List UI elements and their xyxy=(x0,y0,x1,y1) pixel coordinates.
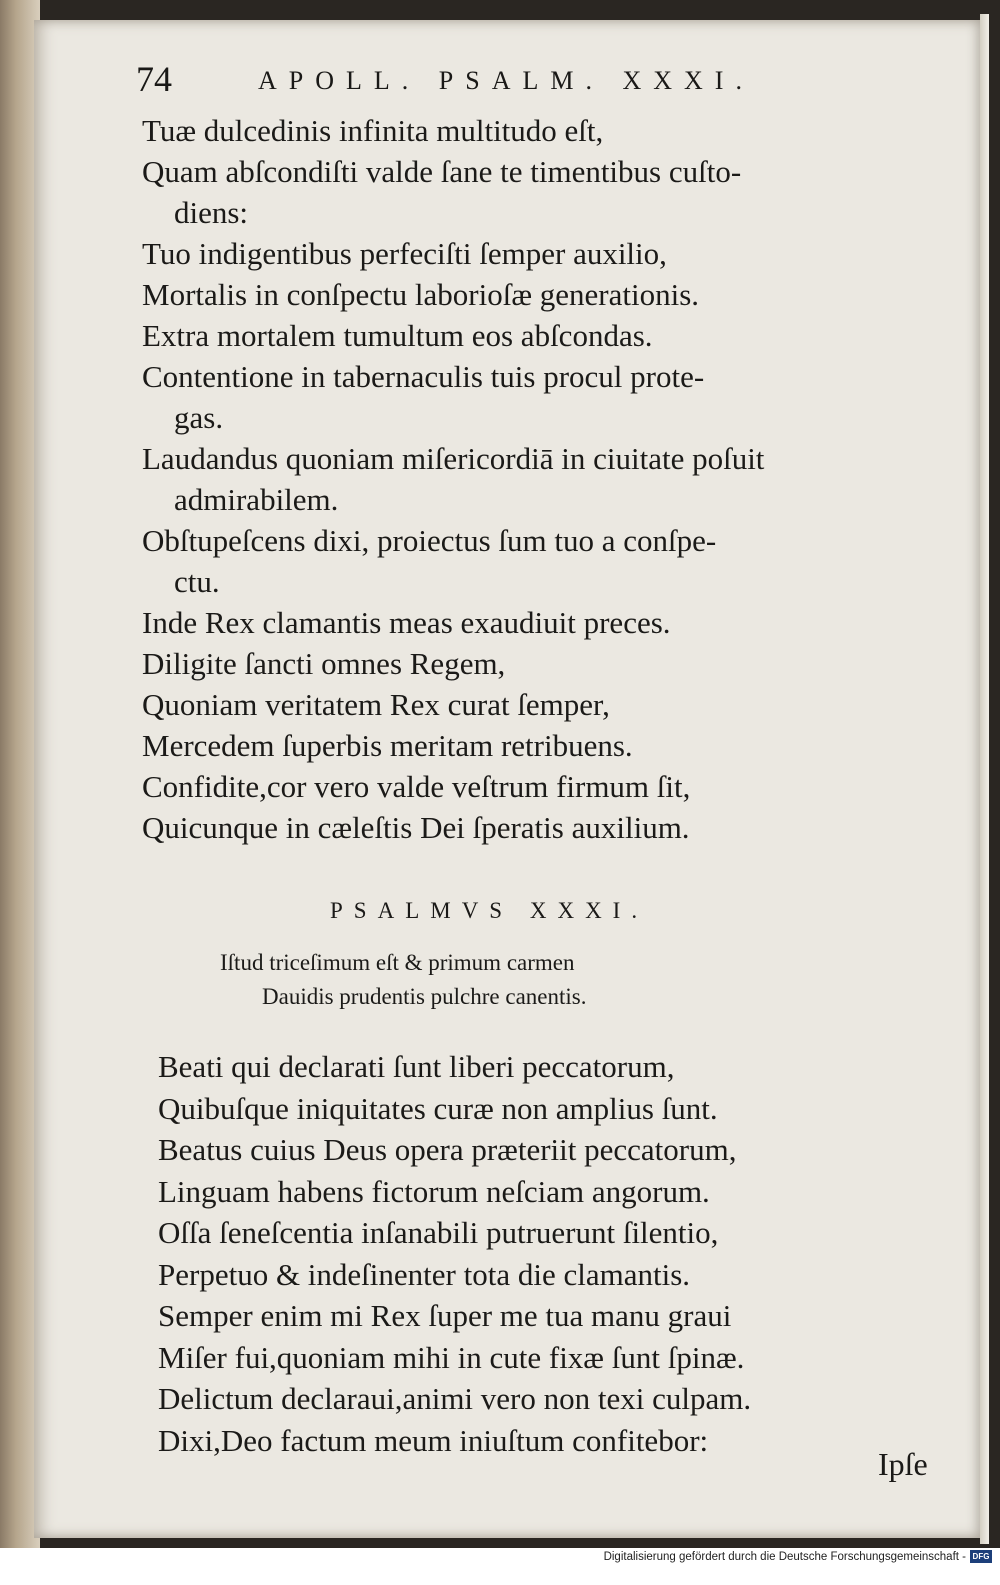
verse-line: Perpetuo & indeſinenter tota die clamantis. xyxy=(158,1256,691,1292)
verse-line: Linguam habens fictorum neſciam angorum. xyxy=(158,1173,710,1209)
funding-credit: Digitalisierung gefördert durch die Deutsche Forschungsgemeinschaft - xyxy=(603,1551,966,1563)
verse-line: gas. xyxy=(174,400,224,435)
verse-line: Beatus cuius Deus opera præteriit peccatorum, xyxy=(158,1132,737,1167)
verse-line: Laudandus quoniam miſericordiā in ciuitate poſuit xyxy=(142,441,765,476)
dfg-logo: DFG xyxy=(970,1550,992,1563)
verses-psalm-31 xyxy=(158,1046,751,1461)
page-edge xyxy=(980,14,989,1544)
verses-previous-psalm xyxy=(142,110,764,848)
verse-line: Quam abſcondiſti valde ſane te timentibus cuſto- xyxy=(142,154,742,189)
verse-line: ctu. xyxy=(174,564,220,599)
verse-line: Mercedem ſuperbis meritam retribuens. xyxy=(142,728,633,763)
verse-line: Confidite,cor vero valde veſtrum firmum ſit, xyxy=(142,769,691,804)
verse-line: Diligite ſancti omnes Regem, xyxy=(142,646,506,681)
verse-line: diens: xyxy=(174,195,249,230)
verse-line: Quoniam veritatem Rex curat ſemper, xyxy=(142,687,610,722)
psalm-subtitle: Dauidis prudentis pulchre canentis. xyxy=(262,984,587,1009)
verse-line: Dixi,Deo factum meum iniuſtum confitebor: xyxy=(158,1422,709,1458)
verse-line: Inde Rex clamantis meas exaudiuit preces. xyxy=(142,605,671,640)
verse-line: Tuo indigentibus perfeciſti ſemper auxilio, xyxy=(142,236,667,271)
running-head: APOLL. PSALM. XXXI. xyxy=(258,66,754,95)
verse-line: Contentione in tabernaculis tuis procul prote- xyxy=(142,359,705,394)
page-number: 74 xyxy=(136,59,172,99)
verse-line: Miſer fui,quoniam mihi in cute fixæ ſunt ſpinæ. xyxy=(158,1339,745,1375)
verse-line: Obſtupeſcens dixi, proiectus ſum tuo a conſpe- xyxy=(142,523,717,558)
verse-line: Extra mortalem tumultum eos abſcondas. xyxy=(142,318,653,353)
verse-line: Quicunque in cæleſtis Dei ſperatis auxilium. xyxy=(142,810,690,845)
page-header xyxy=(136,58,836,108)
verse-line: Tuæ dulcedinis infinita multitudo eſt, xyxy=(142,113,604,148)
verse-line: Semper enim mi Rex ſuper me tua manu graui xyxy=(158,1298,732,1333)
psalm-subtitle: Iſtud triceſimum eſt & primum carmen xyxy=(220,950,575,975)
verse-line: Delictum declaraui,animi vero non texi culpam. xyxy=(158,1381,752,1416)
psalm-title: PSALMVS XXXI. xyxy=(330,898,649,923)
verse-line: admirabilem. xyxy=(174,482,339,517)
verse-line: Mortalis in conſpectu laborioſæ generationis. xyxy=(142,277,700,312)
verse-line: Oſſa ſeneſcentia inſanabili putruerunt ſilentio, xyxy=(158,1215,719,1250)
verse-line: Quibuſque iniquitates curæ non amplius ſunt. xyxy=(158,1090,718,1126)
verse-line: Beati qui declarati ſunt liberi peccatorum, xyxy=(158,1049,675,1084)
catchword: Ipſe xyxy=(878,1446,928,1482)
